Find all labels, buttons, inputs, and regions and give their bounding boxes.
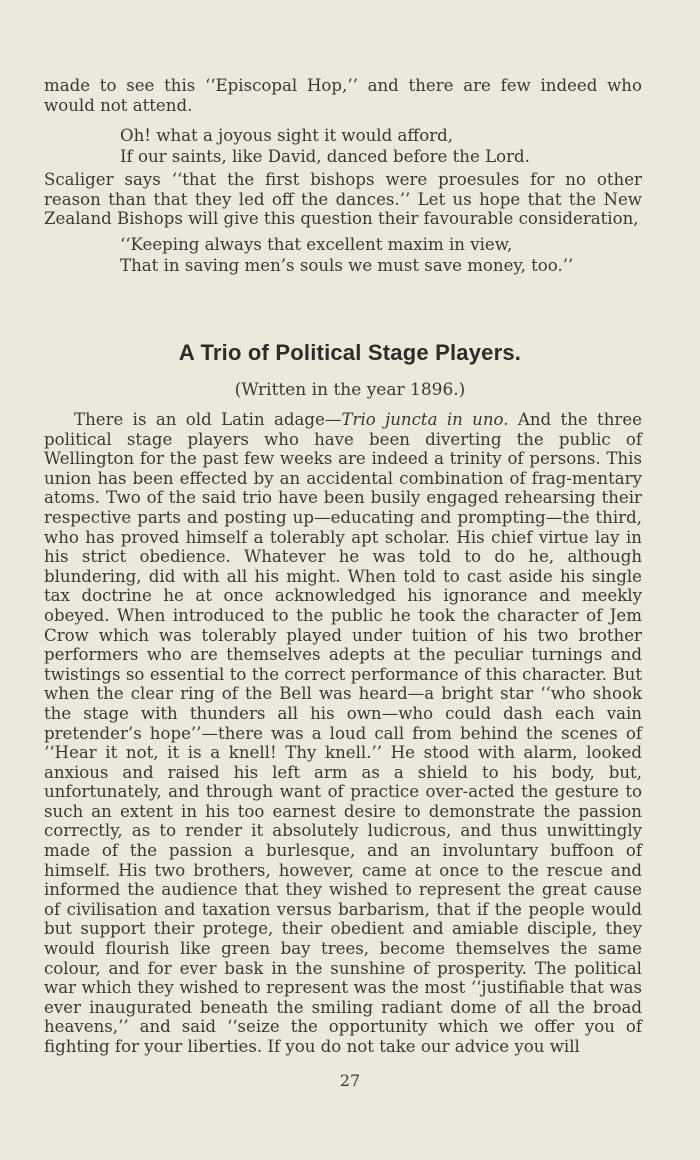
article-title: A Trio of Political Stage Players. <box>178 340 522 365</box>
verse-stanza-2 <box>120 234 640 276</box>
body-rest: And the three political stage players who have been diverting the public of Wellington for the past few weeks are indeed a trinity of persons. This union has been effected by an accidental combination of frag-mentary atoms. Two of the said trio have been busily engaged rehearsing their respective parts and posting up—educating and prompting—the third, who has proved himself a tolerably apt scholar. His chief virtue lay in his strict obedience. Whatever he was told to do he, although blundering, did with all his might. When told to cast aside his single tax doctrine he at once acknowledged his ignorance and meekly obeyed. When introduced to the public he took the character of Jem Crow which was tolerably played under tuition of his two brother performers who are themselves adepts at the peculiar turnings and twistings so essential to the correct performance of this character. But when the clear ring of the Bell was heard—a bright star ‘‘who shook the stage with thunders all his own—who could dash each vain pretender’s hope’’—there was a loud call from behind the scenes of ‘‘Hear it not, it is a knell! Thy knell.’’ He stood with alarm, looked anxious and raised his left arm as a shield to his body, but, unfortunately, and through want of practice over-acted the gesture to such an extent in his too earnest desire to demonstrate the passion correctly, as to render it absolutely ludicrous, and thus unwittingly made of the passion a burlesque, and an involuntary buffoon of himself. His two brothers, however, came at once to the rescue and informed the audience that they wished to represent the great cause of civilisation and taxation versus barbarism, that if the people would but support their protege, their obedient and amiable disciple, they would flourish like green bay trees, become themselves the same colour, and for ever bask in the sunshine of prosperity. The political war which they wished to represent was the most ‘‘justifiable that was ever inaugurated beneath the smiling radiant dome of all the broad heavens,’’ and said ‘‘seize the opportunity which we offer you of fighting for your liberties. If you do not take our advice you will <box>44 410 642 1056</box>
article-subtitle: (Written in the year 1896.) <box>234 380 466 400</box>
continued-paragraph: made to see this ‘‘Episcopal Hop,’’ and there are few indeed who would not attend. <box>44 76 642 115</box>
verse-stanza-1 <box>120 125 640 167</box>
verse-line: Oh! what a joyous sight it would afford, <box>120 126 454 145</box>
verse-line: That in saving men’s souls we must save money, too.’’ <box>120 256 574 275</box>
scaliger-paragraph: Scaliger says ‘‘that the first bishops were proesules for no other reason than that they led off the dances.’’ Let us hope that the New Zealand Bishops will give this question their favourable consideration, <box>44 170 642 229</box>
verse-line: If our saints, like David, danced before the Lord. <box>120 147 530 166</box>
verse-line: ‘‘Keeping always that excellent maxim in view, <box>120 235 513 254</box>
page-number: 27 <box>339 1071 361 1090</box>
latin-adage: Trio juncta in uno. <box>341 410 509 429</box>
body-lead: There is an old Latin adage— <box>74 410 342 429</box>
article-body <box>44 410 642 1057</box>
